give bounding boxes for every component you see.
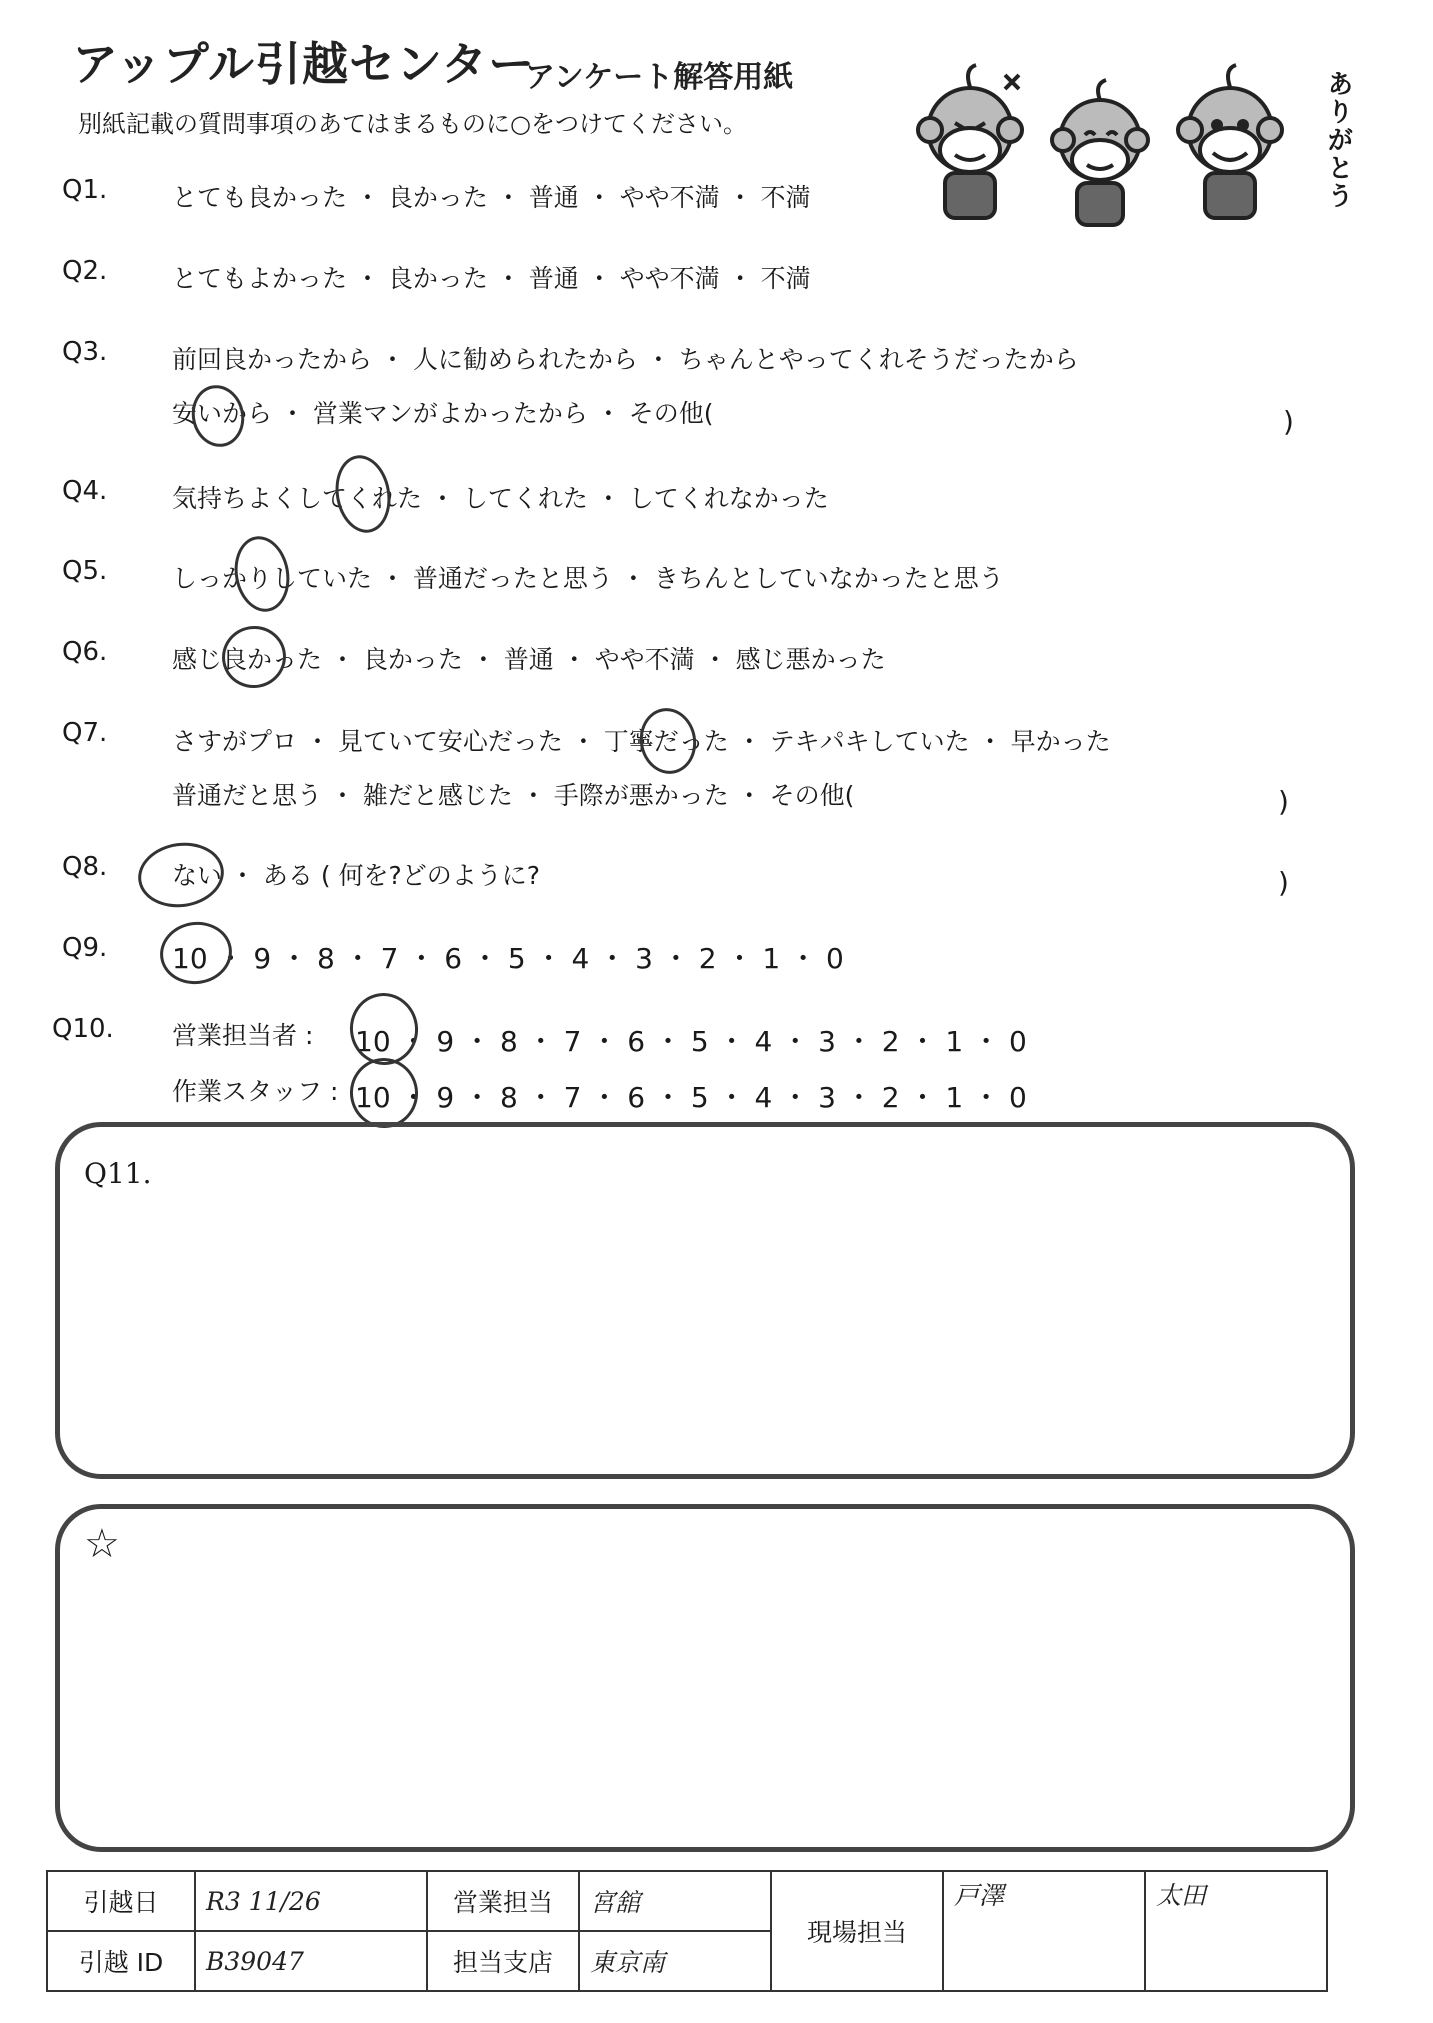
q8-close-paren: ) bbox=[1278, 866, 1289, 899]
q7-close-paren: ) bbox=[1278, 785, 1289, 818]
site-rep-value-1: 戸澤 bbox=[943, 1871, 1145, 1991]
q3-label: Q3. bbox=[62, 337, 108, 367]
q5-options: しっかりしていた ・ 普通だったと思う ・ きちんとしていなかったと思う bbox=[172, 564, 1004, 593]
q8-options: ない ・ ある ( 何を?どのように? bbox=[172, 861, 541, 890]
instructions-text: 別紙記載の質問事項のあてはまるものに○をつけてください。 bbox=[78, 110, 747, 138]
q11-comment-box[interactable] bbox=[55, 1122, 1355, 1479]
q10-staff-label: 作業スタッフ : bbox=[172, 1077, 339, 1106]
q1-label: Q1. bbox=[62, 175, 108, 205]
q10-staff-scale: 10 ・ 9 ・ 8 ・ 7 ・ 6 ・ 5 ・ 4 ・ 3 ・ 2 ・ 1 ・ 0 bbox=[355, 1081, 1027, 1114]
q6-options: 感じ良かった ・ 良かった ・ 普通 ・ やや不満 ・ 感じ悪かった bbox=[172, 645, 886, 674]
q7-label: Q7. bbox=[62, 718, 108, 748]
move-date-value: R3 11/26 bbox=[195, 1871, 427, 1931]
move-id-value: B39047 bbox=[195, 1931, 427, 1991]
q10-sales-label: 営業担当者 : bbox=[172, 1021, 314, 1050]
thanks-text: ありがとう bbox=[1323, 70, 1353, 210]
star-comment-box[interactable] bbox=[55, 1504, 1355, 1852]
q2-label: Q2. bbox=[62, 256, 108, 286]
q3-options-line1: 前回良かったから ・ 人に勧められたから ・ ちゃんとやってくれそうだったから bbox=[172, 345, 1079, 374]
form-subtitle: アンケート解答用紙 bbox=[525, 60, 794, 95]
q3-answer-circle bbox=[186, 380, 250, 451]
move-date-label: 引越日 bbox=[47, 1871, 195, 1931]
q5-label: Q5. bbox=[62, 556, 108, 586]
q9-answer-circle bbox=[156, 917, 236, 988]
star-icon: ☆ bbox=[84, 1521, 120, 1567]
form-title: アップル引越センター bbox=[72, 37, 536, 91]
q8-label: Q8. bbox=[62, 852, 108, 882]
branch-value: 東京南 bbox=[579, 1931, 771, 1991]
monkey-mascot-illustration bbox=[885, 55, 1325, 235]
q10-staff-answer-circle bbox=[345, 1054, 422, 1133]
q7-options-line2: 普通だと思う ・ 雑だと感じた ・ 手際が悪かった ・ その他( bbox=[172, 781, 855, 810]
q10-sales-scale: 10 ・ 9 ・ 8 ・ 7 ・ 6 ・ 5 ・ 4 ・ 3 ・ 2 ・ 1 ・ 0 bbox=[355, 1025, 1027, 1058]
q7-options-line1: さすがプロ ・ 見ていて安心だった ・ 丁寧だった ・ テキパキしていた ・ 早かった bbox=[172, 727, 1111, 756]
q2-options: とてもよかった ・ 良かった ・ 普通 ・ やや不満 ・ 不満 bbox=[172, 264, 811, 293]
q5-answer-circle bbox=[229, 532, 295, 616]
q9-label: Q9. bbox=[62, 933, 108, 963]
q3-options-line2: 安いから ・ 営業マンがよかったから ・ その他( bbox=[172, 399, 714, 428]
q11-box-label: Q11. bbox=[84, 1157, 152, 1190]
q6-answer-circle bbox=[217, 621, 291, 693]
sales-rep-value: 宮舘 bbox=[579, 1871, 771, 1931]
q1-options: とても良かった ・ 良かった ・ 普通 ・ やや不満 ・ 不満 bbox=[172, 183, 811, 212]
q10-label: Q10. bbox=[52, 1014, 114, 1044]
branch-label: 担当支店 bbox=[427, 1931, 579, 1991]
site-rep-value-2: 太田 bbox=[1145, 1871, 1327, 1991]
q7-answer-circle bbox=[635, 704, 702, 779]
q4-answer-circle bbox=[330, 451, 397, 537]
footer-info-table bbox=[46, 1870, 1328, 1992]
move-id-label: 引越 ID bbox=[47, 1931, 195, 1991]
q3-close-paren: ) bbox=[1283, 405, 1294, 438]
q9-scale: 10 ・ 9 ・ 8 ・ 7 ・ 6 ・ 5 ・ 4 ・ 3 ・ 2 ・ 1 ・ 0 bbox=[172, 942, 844, 975]
q4-options: 気持ちよくしてくれた ・ してくれた ・ してくれなかった bbox=[172, 484, 829, 513]
q4-label: Q4. bbox=[62, 476, 108, 506]
sales-rep-label: 営業担当 bbox=[427, 1871, 579, 1931]
site-rep-label: 現場担当 bbox=[771, 1871, 943, 1991]
q8-answer-circle bbox=[134, 837, 228, 912]
q6-label: Q6. bbox=[62, 637, 108, 667]
